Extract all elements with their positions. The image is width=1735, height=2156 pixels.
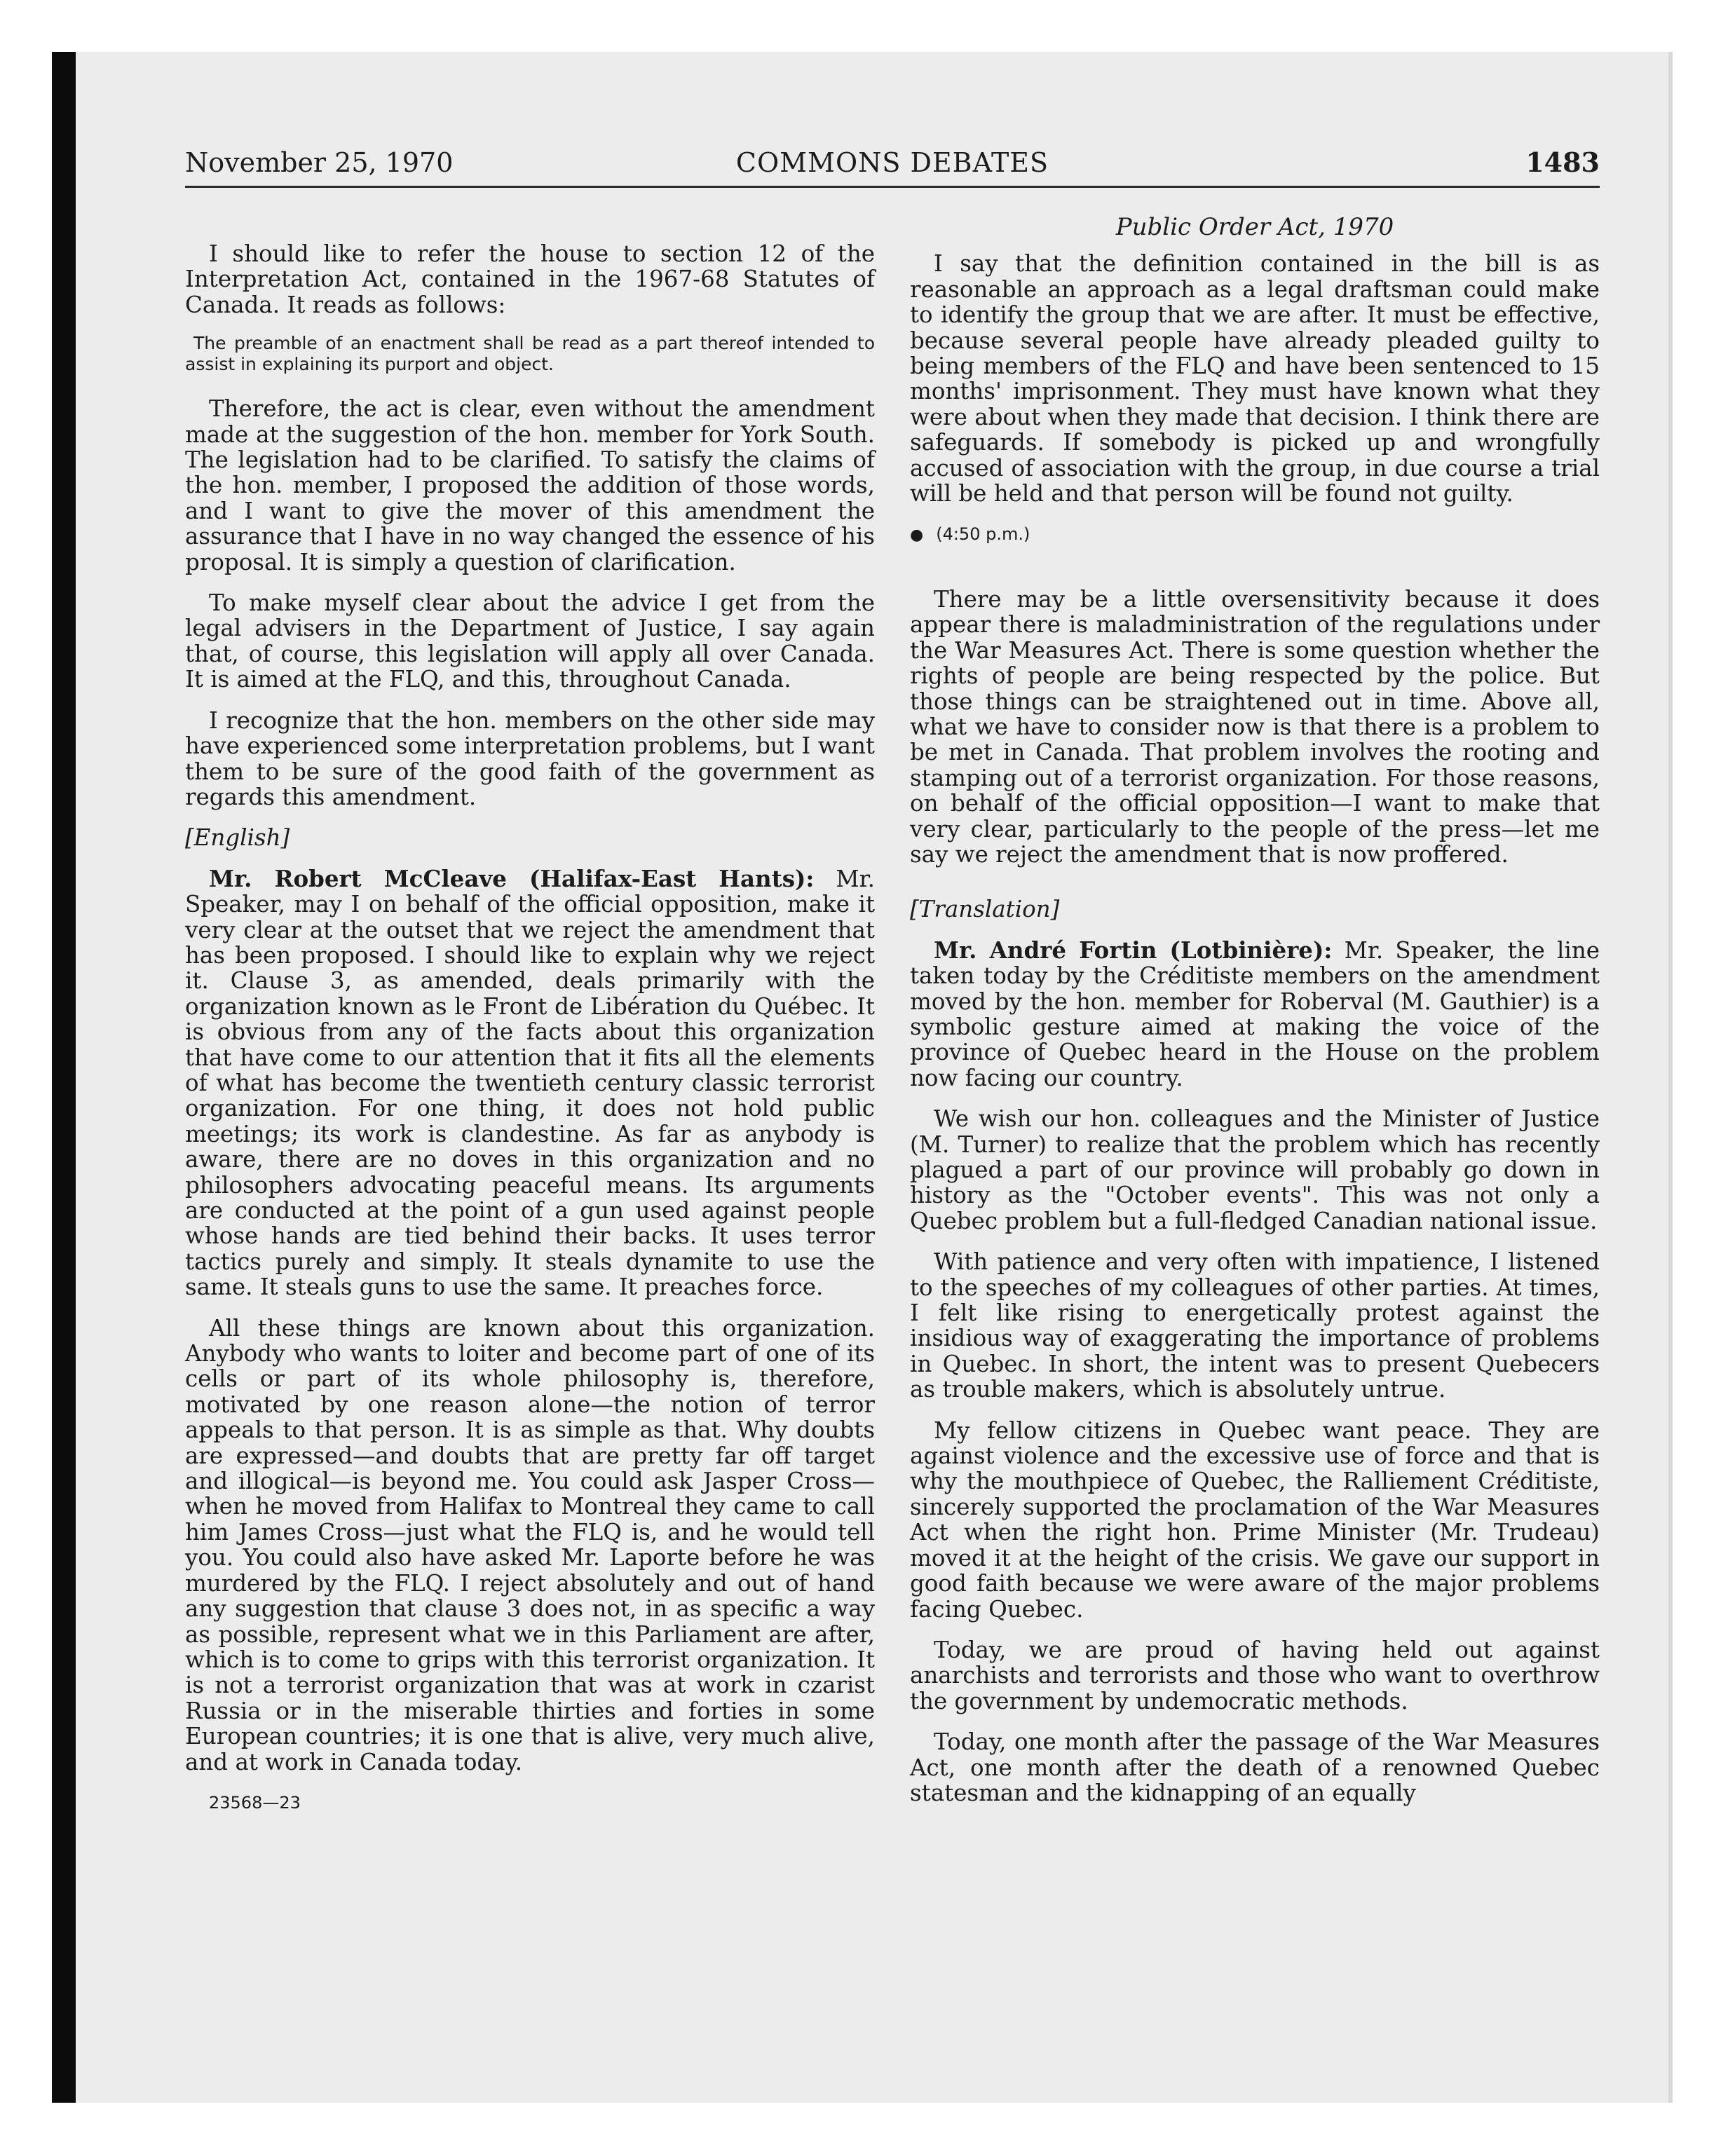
paragraph: Today, one month after the passage of the War Measures Act, one month after the death of a renowned Quebec statesman and the kidnapping of an equally bbox=[910, 1728, 1600, 1806]
speech-text: Mr. Speaker, the line taken today by the Créditiste members on the amendment moved by the hon. member for Roberval (M. Gauthier) is a symbolic gesture aimed at making the voice of the province of Quebec heard in the House on the problem now facing our country. bbox=[910, 936, 1600, 1091]
page-header bbox=[185, 146, 1600, 185]
speech-paragraph bbox=[910, 938, 1600, 1091]
language-marker: [English] bbox=[185, 824, 290, 852]
speaker-name: Mr. André Fortin (Lotbinière): bbox=[934, 936, 1333, 964]
paragraph: Today, we are proud of having held out against anarchists and terrorists and those who want to overthrow the government by undemocratic methods. bbox=[910, 1636, 1600, 1714]
scan-border-right bbox=[1668, 52, 1673, 2103]
footer-code: 23568—23 bbox=[209, 1792, 301, 1813]
header-date: November 25, 1970 bbox=[185, 147, 454, 178]
bullet-icon: ● bbox=[910, 526, 924, 545]
paragraph: To make myself clear about the advice I get from the legal advisers in the Department of Justice, I say again that, of course, this legislation will apply all over Canada. It is aimed at the FLQ, and this, throughout Canada. bbox=[185, 589, 875, 693]
paragraph: I should like to refer the house to section 12 of the Interpretation Act, contained in the 1967-68 Statutes of Canada. It reads as follows: bbox=[185, 240, 875, 318]
paragraph: I say that the definition contained in the bill is as reasonable an approach as a legal draftsman could make to identify the group that we are after. It must be effective, because several people have already pleaded guilty to being members of the FLQ and have been sentenced to 15 months' imprisonment. They must have known what they were about when they made that decision. I think there are safeguards. If somebody is picked up and wrongfully accused of association with the group, in due course a trial will be held and that person will be found not guilty. bbox=[910, 250, 1600, 507]
right-column bbox=[910, 214, 1600, 1821]
paragraph: There may be a little oversensitivity because it does appear there is maladministration of the regulations under the War Measures Act. There is some question whether the rights of people are being respected by the police. But those things can be straightened out in time. Above all, what we have to consider now is that there is a problem to be met in Canada. That problem involves the rooting and stamping out of a terrorist organization. For those reasons, on behalf of the official opposition—I want to make that very clear, particularly to the people of the press—let me say we reject the amendment that is now proffered. bbox=[910, 585, 1600, 868]
paragraph: We wish our hon. colleagues and the Minister of Justice (M. Turner) to realize that the problem which has recently plagued a part of our province will probably go down in history as the "October events". This was not only a Quebec problem but a full-fledged Canadian national issue. bbox=[910, 1105, 1600, 1234]
speech-paragraph bbox=[185, 866, 875, 1300]
paragraph: Therefore, the act is clear, even without the amendment made at the suggestion of the hon. member for York South. The legislation had to be clarified. To satisfy the claims of the hon. member, I proposed the addition of those words, and I want to give the mover of this amendment the assurance that I have in no way changed the essence of his proposal. It is simply a question of clarification. bbox=[185, 395, 875, 575]
paragraph: All these things are known about this organization. Anybody who wants to loiter and become part of one of its cells or part of its whole philosophy is, therefore, motivated by one reason alone—the notion of terror appeals to that person. It is as simple as that. Why doubts are expressed—and doubts that are pretty far off target and illogical—is beyond me. You could ask Jasper Cross—when he moved from Halifax to Montreal they came to call him James Cross—just what the FLQ is, and he would tell you. You could also have asked Mr. Laporte before he was murdered by the FLQ. I reject absolutely and out of hand any suggestion that clause 3 does not, in as specific a way as possible, represent what we in this Parliament are after, which is to come to grips with this terrorist organization. It is not a terrorist organization that was at work in czarist Russia or in the miserable thirties and forties in some European countries; it is one that is alive, very much alive, and at work in Canada today. bbox=[185, 1314, 875, 1775]
timestamp-text: (4:50 p.m.) bbox=[936, 524, 1030, 545]
running-head: Public Order Act, 1970 bbox=[1115, 213, 1394, 241]
page-number: 1483 bbox=[1525, 146, 1600, 178]
publication-title: COMMONS DEBATES bbox=[735, 147, 1049, 178]
scan-border-left bbox=[52, 52, 76, 2103]
speech-text: Mr. Speaker, may I on behalf of the official opposition, make it very clear at the outset that we reject the amendment that has been proposed. I should like to explain why we reject it. Clause 3, as amended, deals primarily with the organization known as le Front de Libération du Québec. It is obvious from any of the facts about this organization that have come to our attention that it fits all the elements of what has become the twentieth century classic terrorist organization. For one thing, it does not hold public meetings; its work is clandestine. As far as anybody is aware, there are no doves in this organization and no philosophers advocating peaceful means. Its arguments are conducted at the point of a gun used against people whose hands are tied behind their backs. It uses terror tactics purely and simply. It steals dynamite to use the same. It steals guns to use the same. It preaches force. bbox=[185, 865, 875, 1301]
paragraph: My fellow citizens in Quebec want peace. They are against violence and the excessive use of force and that is why the mouthpiece of Quebec, the Ralliement Créditiste, sincerely supported the proclamation of the War Measures Act when the right hon. Prime Minister (Mr. Trudeau) moved it at the height of the crisis. We gave our support in good faith because we were aware of the major problems facing Quebec. bbox=[910, 1417, 1600, 1623]
header-rule bbox=[185, 186, 1600, 188]
block-quote: The preamble of an enactment shall be read as a part thereof intended to assist in explaining its purport and object. bbox=[185, 333, 875, 375]
left-column bbox=[185, 241, 875, 1815]
speaker-name: Mr. Robert McCleave (Halifax-East Hants): bbox=[209, 864, 815, 892]
paragraph: I recognize that the hon. members on the other side may have experienced some interpretation problems, but I want them to be sure of the good faith of the government as regards this amendment. bbox=[185, 707, 875, 810]
language-marker: [Translation] bbox=[910, 896, 1060, 923]
timestamp bbox=[910, 521, 1600, 548]
paragraph: With patience and very often with impatience, I listened to the speeches of my colleagues of other parties. At times, I felt like rising to energetically protest against the insidious way of exaggerating the importance of problems in Quebec. In short, the intent was to present Quebecers as trouble makers, which is absolutely untrue. bbox=[910, 1248, 1600, 1403]
